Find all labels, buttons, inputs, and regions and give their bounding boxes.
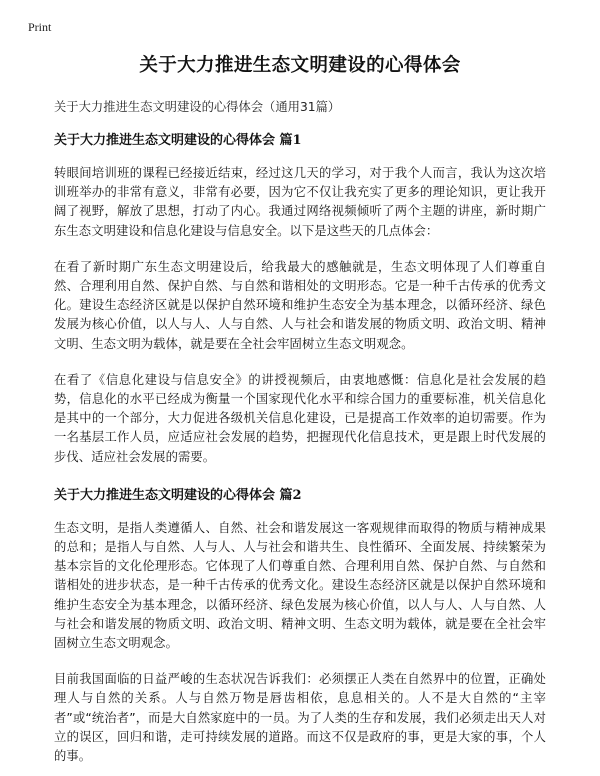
page-title: 关于大力推进生态文明建设的心得体会 — [139, 55, 461, 76]
paragraph: 生态文明，是指人类遵循人、自然、社会和谐发展这一客观规律而取得的物质与精神成果的总和；是指人与自然、人与人、人与社会和谐共生、良性循环、全面发展、持续繁荣为基本宗旨的文化伦理形态。它体现了人们尊重自然、合理利用自然、保护自然、与自然和谐相处的进步状态，是一种千古传承的优秀文化。建设生态经济区就是以保护自然环境和维护生态安全为基本理念，以循环经济、绿色发展为核心价值，以人与人、人与自然、人与社会和谐发展的物质文明、政治文明、精神文明、生态文明为载体，就是要在全社会牢固树立生态文明观念。 — [54, 520, 546, 651]
paragraph: 目前我国面临的日益严峻的生态状况告诉我们：必须摆正人类在自然界中的位置，正确处理人与自然的关系。人与自然万物是唇齿相依，息息相关的。人不是大自然的“主宰者”或“统治者”，而是大自然家庭中的一员。为了人类的生存和发展，我们必须走出天人对立的误区，回归和谐，走可持续发展的道路。而这不仅是政府的事，更是大家的事，个人的事。 — [54, 672, 546, 764]
paragraph: 转眼间培训班的课程已经接近结束，经过这几天的学习，对于我个人而言，我认为这次培训班举办的非常有意义，非常有必要，因为它不仅让我充实了更多的理论知识，更让我开阔了视野，解放了思想，打动了内心。我通过网络视频倾听了两个主题的讲座，新时期广东生态文明建设和信息化建设与信息安全。以下是这些天的几点体会： — [54, 166, 546, 238]
subtitle: 关于大力推进生态文明建设的心得体会（通用31篇） — [54, 100, 341, 114]
section-heading: 关于大力推进生态文明建设的心得体会 篇2 — [54, 487, 302, 503]
print-label[interactable]: Print — [28, 20, 52, 34]
paragraph: 在看了《信息化建设与信息安全》的讲授视频后，由衷地感慨：信息化是社会发展的趋势，信息化的水平已经成为衡量一个国家现代化水平和综合国力的重要标准，机关信息化是其中的一个部分，大力促进各级机关信息化建设，已是提高工作效率的迫切需要。作为一名基层工作人员，应适应社会发展的趋势，把握现代化信息技术，更是跟上时代发展的步伐、适应社会发展的需要。 — [54, 372, 546, 464]
section-heading: 关于大力推进生态文明建设的心得体会 篇1 — [54, 133, 302, 148]
paragraph: 在看了新时期广东生态文明建设后，给我最大的感触就是，生态文明体现了人们尊重自然、合理利用自然、保护自然、与自然和谐相处的文明形态。它是一种千古传承的优秀文化。建设生态经济区就是以保护自然环境和维护生态安全为基本理念，以循环经济、绿色发展为核心价值，以人与人、人与自然、人与社会和谐发展的物质文明、政治文明、精神文明、生态文明为载体，就是要在全社会牢固树立生态文明观念。 — [54, 259, 546, 351]
